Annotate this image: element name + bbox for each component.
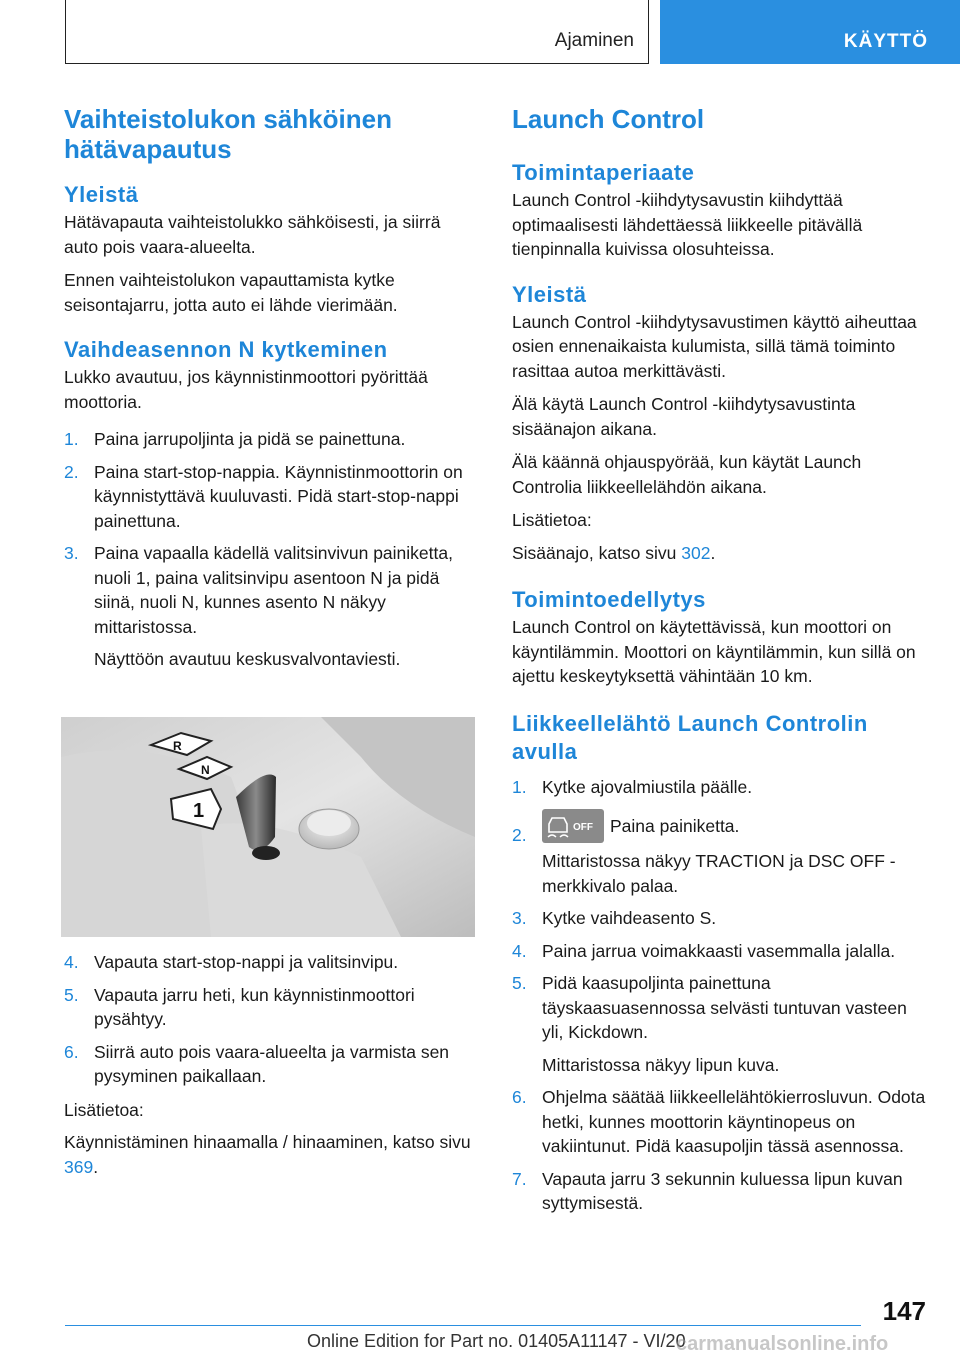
list-text: Vapauta start-stop-nappi ja valitsinvipu. bbox=[94, 952, 399, 972]
left-title: Vaihteistolukon sähköinen hätävapautus bbox=[64, 104, 392, 164]
principle-heading: Toimintaperiaate bbox=[512, 160, 695, 185]
list-text: Paina jarrua voimakkaasti vasemmalla jalalla. bbox=[542, 940, 896, 961]
list-item bbox=[64, 950, 476, 975]
list-item-note bbox=[512, 849, 930, 898]
figure-label-1: 1 bbox=[193, 800, 205, 822]
right-more-text bbox=[512, 541, 930, 566]
footer-rule bbox=[65, 1325, 861, 1326]
list-item bbox=[64, 983, 476, 1032]
list-text: Kytke vaihdeasento S. bbox=[542, 908, 717, 928]
list-item bbox=[512, 939, 930, 964]
list-note: Näyttöön avautuu keskusvalvontaviesti. bbox=[94, 649, 401, 669]
left-general-p2: Ennen vaihteistolukon vapauttamista kytke seisontajarru, jotta auto ei lähde vierimään. bbox=[64, 270, 398, 315]
left-general-p1: Hätävapauta vaihteistolukko sähköisesti, ja siirrä auto pois vaara-alueelta. bbox=[64, 212, 441, 257]
list-item bbox=[64, 1040, 476, 1089]
list-text: Paina vapaalla kädellä valitsinvivun painiketta, nuoli 1, paina valitsinvipu asentoon N ja pidä siinä, nuoli N, kunnes asento N näkyy mittaristossa. bbox=[94, 543, 453, 637]
right-more-body: Sisäänajo, katso sivu bbox=[512, 542, 682, 563]
right-title: Launch Control bbox=[512, 104, 705, 134]
list-text: Kytke ajovalmiustila päälle. bbox=[542, 776, 753, 797]
figure-label-n: N bbox=[201, 763, 210, 777]
list-item bbox=[512, 775, 930, 800]
list-number: 5. bbox=[512, 973, 527, 993]
list-number: 5. bbox=[64, 984, 79, 1005]
list-text: Paina painiketta. bbox=[610, 815, 740, 836]
right-general-p3: Älä käännä ohjauspyörää, kun käytät Launch Controlia liikkeellelähdön aikana. bbox=[512, 452, 862, 497]
list-note: Mittaristossa näkyy TRACTION ja DSC OFF -merkkivalo palaa. bbox=[542, 851, 896, 896]
list-number: 6. bbox=[64, 1041, 79, 1062]
list-text: Vapauta jarru heti, kun käynnistinmoottori pysähtyy. bbox=[94, 984, 415, 1029]
list-item-note bbox=[512, 1053, 930, 1078]
right-column bbox=[512, 102, 930, 1216]
start-heading: Liikkeellelähtö Launch Controlin avulla bbox=[512, 710, 868, 764]
list-number: 2. bbox=[64, 461, 79, 482]
list-text: Pidä kaasupoljinta painettuna täyskaasuasennossa selvästi tuntuvan vasteen yli, Kickdown. bbox=[542, 973, 907, 1042]
right-more-label: Lisätietoa: bbox=[512, 510, 592, 530]
traction-off-button-icon bbox=[542, 809, 604, 843]
right-more-end: . bbox=[710, 542, 716, 563]
page-number: 147 bbox=[882, 1296, 926, 1326]
left-general-heading: Yleistä bbox=[64, 182, 139, 207]
header-chapter-label: KÄYTTÖ bbox=[843, 31, 928, 52]
list-number: 2. bbox=[512, 825, 527, 845]
off-label: OFF bbox=[573, 822, 593, 833]
list-number: 4. bbox=[64, 952, 79, 972]
list-item bbox=[512, 1085, 930, 1159]
more-info-end: . bbox=[93, 1156, 99, 1177]
watermark: carmanualsonline.info bbox=[676, 1333, 889, 1355]
list-note: Mittaristossa näkyy lipun kuva. bbox=[542, 1054, 780, 1075]
page-link-302[interactable]: 302 bbox=[681, 542, 711, 563]
list-text: Ohjelma säätää liikkeellelähtökierrosluvun. Odota hetki, kunnes moottorin käyntinopeus on vakiintunut. Pidä kaasupoljin tässä asennossa. bbox=[542, 1087, 926, 1156]
list-item-note bbox=[64, 647, 476, 672]
list-item bbox=[512, 809, 930, 843]
list-item bbox=[512, 971, 930, 1045]
figure-label-r: R bbox=[173, 739, 182, 753]
list-text: Siirrä auto pois vaara-alueelta ja varmista sen pysyminen paikallaan. bbox=[94, 1041, 450, 1086]
list-number: 3. bbox=[512, 908, 527, 928]
list-item bbox=[64, 460, 476, 534]
requirements-p1: Launch Control on käytettävissä, kun moottori on käyntilämmin. Moottori on käyntilämmin, kun sillä on ajettu keskeytyksettä vähintään 10 km. bbox=[512, 617, 916, 686]
more-info-body: Käynnistäminen hinaamalla / hinaaminen, katso sivu bbox=[64, 1132, 471, 1152]
header-section-title: Ajaminen bbox=[554, 30, 634, 51]
list-item bbox=[64, 427, 476, 452]
list-item bbox=[512, 1167, 930, 1216]
page-link-369[interactable]: 369 bbox=[64, 1156, 94, 1177]
principle-p1: Launch Control -kiihdytysavustin kiihdyttää optimaalisesti lähdettäessä liikkeelle pitävällä tienpinnalla kuivissa olosuhteissa. bbox=[512, 190, 863, 259]
list-number: 3. bbox=[64, 543, 79, 563]
right-general-p1: Launch Control -kiihdytysavustimen käyttö aiheuttaa osien ennenaikaista kulumista, sillä tämä toiminto rasittaa autoa merkittävästi. bbox=[512, 311, 917, 381]
list-text: Paina jarrupoljinta ja pidä se painettuna. bbox=[94, 429, 406, 449]
list-item bbox=[512, 906, 930, 931]
header-chapter-tab bbox=[660, 0, 960, 64]
list-number: 7. bbox=[512, 1168, 527, 1189]
more-info-label: Lisätietoa: bbox=[64, 1099, 144, 1120]
list-text: Paina start-stop-nappia. Käynnistinmoottorin on käynnistyttävä kuuluvasti. Pidä start-stop-nappi painettuna. bbox=[94, 461, 463, 531]
neutral-heading: Vaihdeasennon N kytkeminen bbox=[64, 337, 388, 362]
gear-selector-photo bbox=[61, 717, 475, 937]
left-column bbox=[64, 102, 476, 672]
footer-edition: Online Edition for Part no. 01405A11147 - VI/20 bbox=[307, 1331, 686, 1351]
list-number: 1. bbox=[64, 429, 79, 449]
header-box bbox=[65, 0, 649, 64]
right-general-p2: Älä käytä Launch Control -kiihdytysavustinta sisäänajon aikana. bbox=[512, 394, 856, 439]
list-text: Vapauta jarru 3 sekunnin kuluessa lipun kuvan syttymisestä. bbox=[542, 1168, 903, 1213]
list-number: 4. bbox=[512, 940, 527, 961]
requirements-heading: Toimintoedellytys bbox=[512, 587, 706, 612]
more-info-text bbox=[64, 1130, 476, 1179]
list-item bbox=[64, 541, 476, 639]
left-column-lower bbox=[64, 950, 476, 1179]
neutral-intro: Lukko avautuu, jos käynnistinmoottori pyörittää moottoria. bbox=[64, 367, 428, 412]
right-general-heading: Yleistä bbox=[512, 281, 587, 307]
list-number: 1. bbox=[512, 776, 527, 797]
list-number: 6. bbox=[512, 1087, 527, 1107]
